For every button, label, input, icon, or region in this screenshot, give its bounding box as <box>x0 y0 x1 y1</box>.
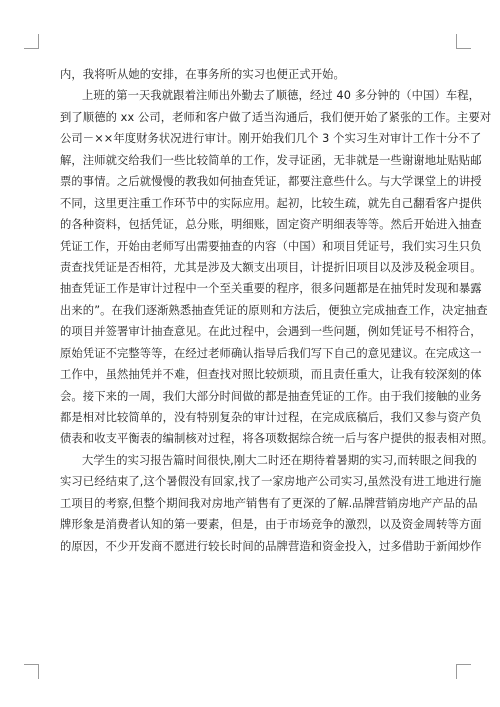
text-line: 抽查凭证工作是审计过程中一个至关重要的程序，很多问题都是在抽凭时发现和暴露 <box>60 282 482 296</box>
text-line: 出来的”。在我们逐渐熟悉抽查凭证的原则和方法后，便独立完成抽查工作，决定抽查 <box>60 303 488 317</box>
text-line: 责查找凭证是否相符，尤其是涉及大额支出项目，计提折旧项目以及涉及税金项目。 <box>60 260 482 274</box>
text-line: 的项目并签署审计抽查意见。在此过程中，会遇到一些问题，例如凭证号不相符合， <box>60 325 482 339</box>
text-line: 的原因，不少开发商不愿进行较长时间的品牌营造和资金投入，过多借助于新闻炒作 <box>60 539 482 553</box>
text-line: 工作中，虽然抽凭并不难，但查找对照比较烦琐，而且责任重大，让我有较深刻的体 <box>60 368 482 382</box>
text-line: 实习已经结束了,这个暑假没有回家,找了一家房地产公司实习,虽然没有进工地进行施 <box>60 475 482 489</box>
crop-mark-top-left <box>24 34 39 49</box>
text-line: 债表和收支平衡表的编制核对过程，将各项数据综合统一后与客户提供的报表相对照。 <box>60 432 494 446</box>
crop-mark-top-right <box>456 34 471 49</box>
body-text <box>60 64 494 557</box>
text-line: 工项目的考察,但整个期间我对房地产销售有了更深的了解.品牌营销房地产产品的品 <box>60 496 478 510</box>
text-line: 凭证工作，开始由老师写出需要抽查的内容（中国）和项目凭证号，我们实习生只负 <box>60 239 482 253</box>
text-line: 解，注师就交给我们一些比较简单的工作，发寻证函，无非就是一些谢谢地址贴贴邮 <box>60 153 482 167</box>
text-line: 大学生的实习报告篇时间很快,刚大二时还在期待着暑期的实习,而转眼之间我的 <box>82 453 477 467</box>
text-line: 的各种资料，包括凭证，总分账，明细账，固定资产明细表等等。然后开始进入抽查 <box>60 218 482 232</box>
text-line: 上班的第一天我就跟着注师出外勤去了顺德，经过 40 多分钟的（中国）车程， <box>82 89 481 103</box>
crop-mark-bottom-left <box>24 664 39 679</box>
text-line: 会。接下来的一周，我们大部分时间做的都是抽查凭证的工作。由于我们接触的业务 <box>60 389 482 403</box>
text-line: 不同，这里更注重工作环节中的实际应用。起初，比较生疏，就先自己翻看客户提供 <box>60 196 482 210</box>
text-line: 原始凭证不完整等等，在经过老师确认指导后我们写下自己的意见建议。在完成这一 <box>60 346 482 360</box>
text-line: 到了顺德的 xx 公司，老师和客户做了适当沟通后，我们便开始了紧张的工作。主要对 <box>60 110 492 124</box>
text-line: 都是相对比较简单的，没有特别复杂的审计过程，在完成底稿后，我们又参与资产负 <box>60 411 482 424</box>
text-line: 内，我将听从她的安排，在事务所的实习也便正式开始。 <box>60 68 345 81</box>
crop-mark-bottom-right <box>456 664 471 679</box>
text-line: 票的事情。之后就慢慢的教我如何抽查凭证，都要注意些什么。与大学课堂上的讲授 <box>60 175 482 189</box>
text-line: 牌形象是消费者认知的第一要素，但是，由于市场竞争的激烈，以及资金周转等方面 <box>60 518 482 532</box>
text-line: 公司－××年度财务状况进行审计。刚开始我们几个 3 个实习生对审计工作十分不了 <box>60 132 482 146</box>
